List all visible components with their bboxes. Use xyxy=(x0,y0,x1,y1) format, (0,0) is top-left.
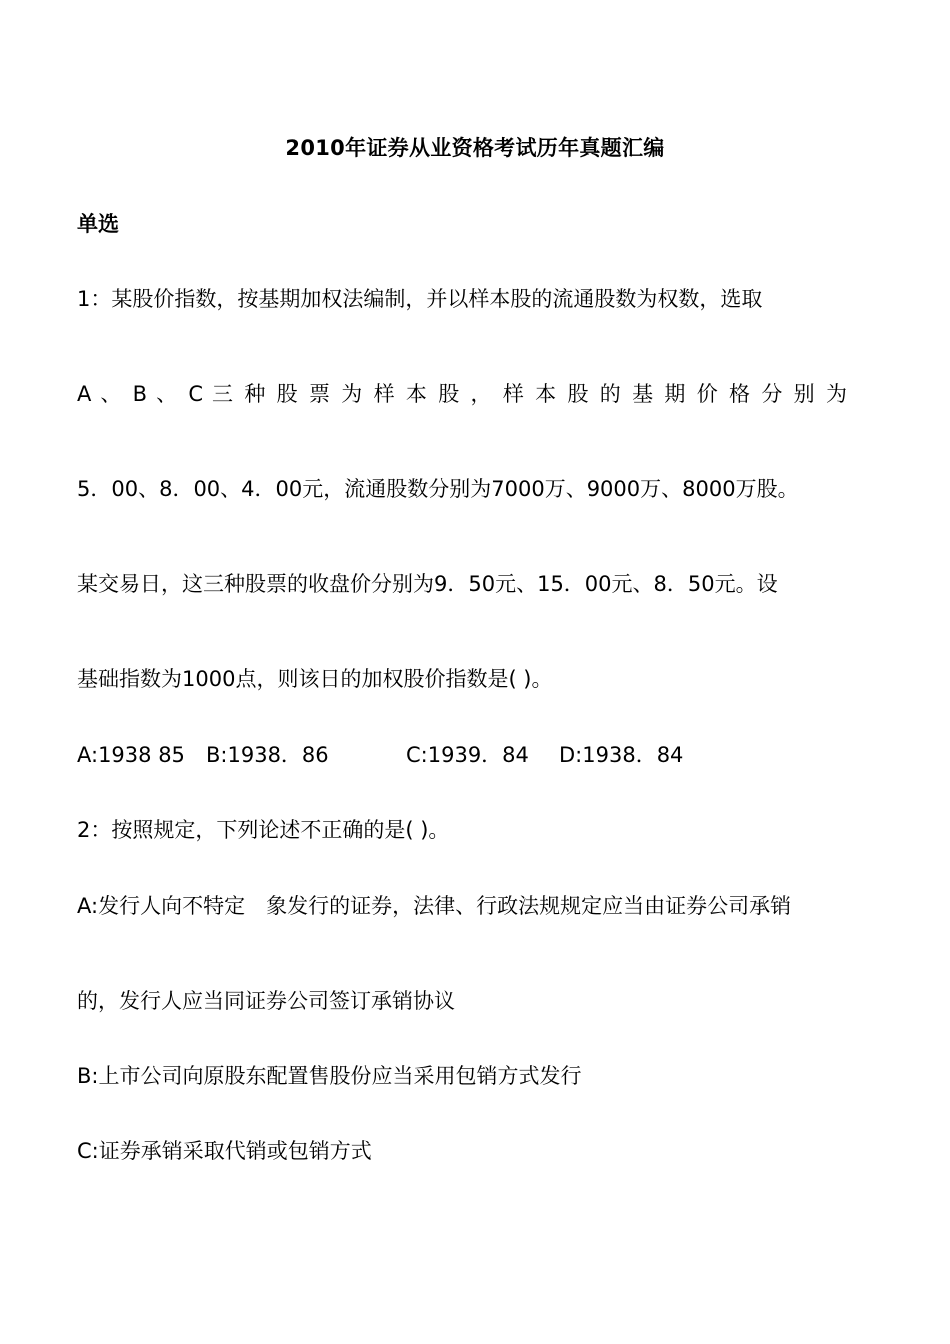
q1-option-b: B:1938．86 xyxy=(206,743,329,767)
q2-option-b: B:上市公司向原股东配置售股份应当采用包销方式发行 xyxy=(77,1064,582,1088)
q1-option-a: A:1938 85 xyxy=(77,743,185,767)
q1-line-5: 基础指数为1000点，则该日的加权股价指数是( )。 xyxy=(77,667,553,691)
q1-option-d: D:1938．84 xyxy=(559,743,684,767)
q1-line-1: 1：某股价指数，按基期加权法编制，并以样本股的流通股数为权数，选取 xyxy=(77,287,763,311)
q1-option-c: C:1939．84 xyxy=(406,743,529,767)
q2-option-a-line-1: A:发行人向不特定 象发行的证券，法律、行政法规规定应当由证券公司承销 xyxy=(77,894,792,918)
q2-stem: 2：按照规定，下列论述不正确的是( )。 xyxy=(77,818,450,842)
page-title: 2010年证券从业资格考试历年真题汇编 xyxy=(285,136,665,160)
q2-option-c: C:证券承销采取代销或包销方式 xyxy=(77,1139,372,1163)
q1-line-4: 某交易日，这三种股票的收盘价分别为9．50元、15．00元、8．50元。设 xyxy=(77,572,778,596)
q1-line-2: A 、 B 、 C 三 种 股 票 为 样 本 股 ， 样 本 股 的 基 期 价 格 分 别 为 xyxy=(77,382,847,406)
q2-option-a-line-2: 的，发行人应当同证券公司签订承销协议 xyxy=(77,989,455,1013)
section-heading: 单选 xyxy=(77,212,119,236)
q1-line-3: 5．00、8．00、4．00元，流通股数分别为7000万、9000万、8000万股。 xyxy=(77,477,799,501)
